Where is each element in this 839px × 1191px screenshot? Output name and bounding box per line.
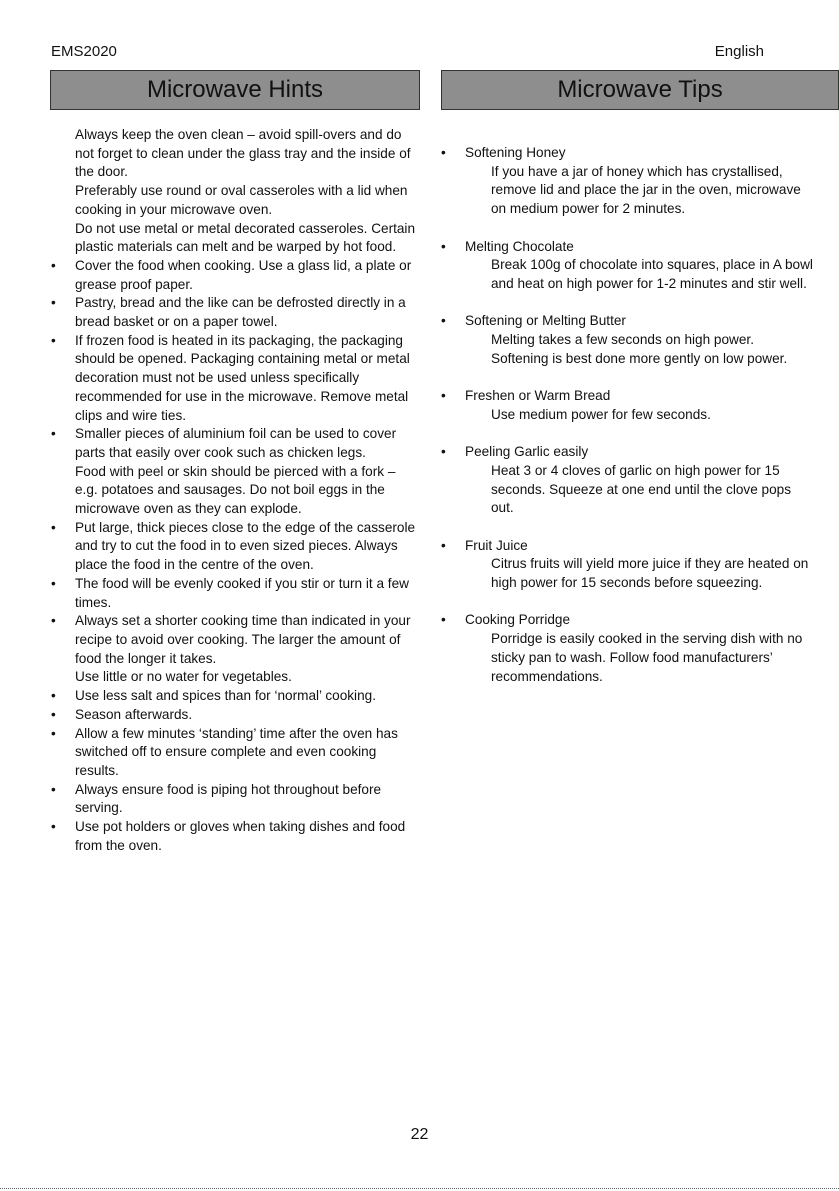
bullet: • — [51, 332, 56, 348]
tip-text: Citrus fruits will yield more juice if they are heated on high power for 15 seconds before squeezing. — [491, 556, 809, 591]
hint-text: Preferably use round or oval casseroles with a lid when cooking in your microwave oven. — [75, 183, 408, 217]
hint-item — [51, 725, 419, 781]
tips-list — [441, 144, 813, 705]
tip-item — [441, 611, 813, 686]
tip-item — [441, 144, 813, 219]
tip-text: Break 100g of chocolate into squares, place in A bowl and heat on high power for 1-2 minutes and stir well. — [491, 257, 813, 291]
tip-title: Softening Honey — [465, 145, 566, 160]
hint-text: If frozen food is heated in its packaging, the packaging should be opened. Packaging containing metal or metal decoration must not be used unless specifically recommended for use in the microwave. Remove metal clips and wire ties. — [75, 332, 410, 423]
tip-title: Freshen or Warm Bread — [465, 388, 611, 404]
hint-text: Always keep the oven clean – avoid spill-overs and do not forget to clean under the glass tray and the inside of the door. — [75, 127, 411, 180]
tip-item — [441, 312, 813, 368]
bullet: • — [51, 426, 56, 442]
hints-heading: Microwave Hints — [50, 70, 420, 110]
bullet: • — [51, 613, 56, 629]
hint-item — [51, 668, 419, 687]
bullet: • — [51, 575, 56, 591]
hint-item — [51, 519, 419, 575]
bullet: • — [441, 238, 446, 254]
bullet: • — [441, 444, 446, 460]
bullet: • — [441, 313, 446, 329]
hint-text: Season afterwards. — [75, 706, 193, 722]
hint-item — [51, 687, 419, 706]
bullet: • — [441, 388, 446, 404]
page-number: 22 — [410, 1126, 429, 1143]
hint-text: Use little or no water for vegetables. — [75, 669, 292, 685]
bullet: • — [441, 537, 446, 553]
bullet: • — [51, 295, 56, 311]
tip-title: Softening or Melting Butter — [465, 313, 626, 329]
hint-text: The food will be evenly cooked if you stir or turn it a few times. — [75, 575, 409, 610]
hint-item — [51, 425, 419, 462]
hint-text: Always set a shorter cooking time than indicated in your recipe to avoid over cooking. The larger the amount of food the longer it takes. — [75, 613, 411, 666]
hint-item — [51, 818, 419, 855]
hint-item — [51, 126, 419, 182]
tip-text: Porridge is easily cooked in the serving dish with no sticky pan to wash. Follow food manufacturers’ recommendations. — [491, 631, 803, 684]
hint-item — [51, 575, 419, 612]
hint-text: Do not use metal or metal decorated casseroles. Certain plastic materials can melt and be warped by hot food. — [75, 220, 416, 255]
hint-item — [51, 220, 419, 257]
tip-text: Melting takes a few seconds on high power. Softening is best done more gently on low power. — [491, 332, 788, 366]
bullet: • — [441, 612, 446, 628]
tip-item — [441, 238, 813, 294]
tip-text: Use medium power for few seconds. — [491, 406, 711, 422]
bullet: • — [51, 519, 56, 535]
tip-text: Heat 3 or 4 cloves of garlic on high power for 15 seconds. Squeeze at one end until the clove pops out. — [491, 462, 792, 516]
model-label: EMS2020 — [51, 43, 117, 60]
tip-item — [441, 537, 813, 593]
hint-item — [51, 294, 419, 331]
hints-list — [51, 126, 419, 855]
hint-text: Food with peel or skin should be pierced with a fork – e.g. potatoes and sausages. Do not boil eggs in the microwave oven as they can explode. — [75, 463, 396, 517]
bullet: • — [51, 781, 56, 797]
hint-item — [51, 781, 419, 818]
bullet: • — [51, 725, 56, 741]
tip-title: Peeling Garlic easily — [465, 444, 589, 460]
hint-text: Cover the food when cooking. Use a glass lid, a plate or grease proof paper. — [75, 257, 412, 292]
language-label: English — [714, 43, 764, 60]
bottom-rule — [0, 1188, 839, 1189]
tip-title: Cooking Porridge — [465, 612, 571, 628]
hint-text: Pastry, bread and the like can be defrosted directly in a bread basket or on a paper towel. — [75, 295, 406, 330]
hint-item — [51, 463, 419, 519]
tip-title: Melting Chocolate — [465, 238, 574, 254]
bullet: • — [51, 257, 56, 273]
bullet: • — [51, 688, 56, 704]
hint-item — [51, 182, 419, 219]
tip-title: Fruit Juice — [465, 537, 528, 553]
bullet: • — [51, 706, 56, 722]
bullet: • — [441, 145, 446, 160]
tip-item — [441, 387, 813, 424]
hint-item — [51, 332, 419, 426]
hint-item — [51, 706, 419, 725]
hint-text: Smaller pieces of aluminium foil can be used to cover parts that easily over cook such as chicken legs. — [75, 426, 397, 460]
hint-text: Allow a few minutes ‘standing’ time after the oven has switched off to ensure complete and even cooking results. — [75, 725, 398, 778]
tips-heading: Microwave Tips — [441, 70, 839, 110]
hint-text: Use pot holders or gloves when taking dishes and food from the oven. — [75, 819, 406, 853]
hint-item — [51, 612, 419, 668]
hint-text: Use less salt and spices than for ‘normal’ cooking. — [75, 688, 376, 704]
tip-text: If you have a jar of honey which has crystallised, remove lid and place the jar in the oven, microwave on medium power for 2 minutes. — [491, 163, 801, 217]
bullet: • — [51, 819, 56, 835]
hint-text: Put large, thick pieces close to the edge of the casserole and try to cut the food in to even sized pieces. Always place the food in the centre of the oven. — [75, 519, 416, 573]
tip-item — [441, 443, 813, 518]
hint-text: Always ensure food is piping hot throughout before serving. — [75, 781, 382, 816]
hint-item — [51, 257, 419, 294]
